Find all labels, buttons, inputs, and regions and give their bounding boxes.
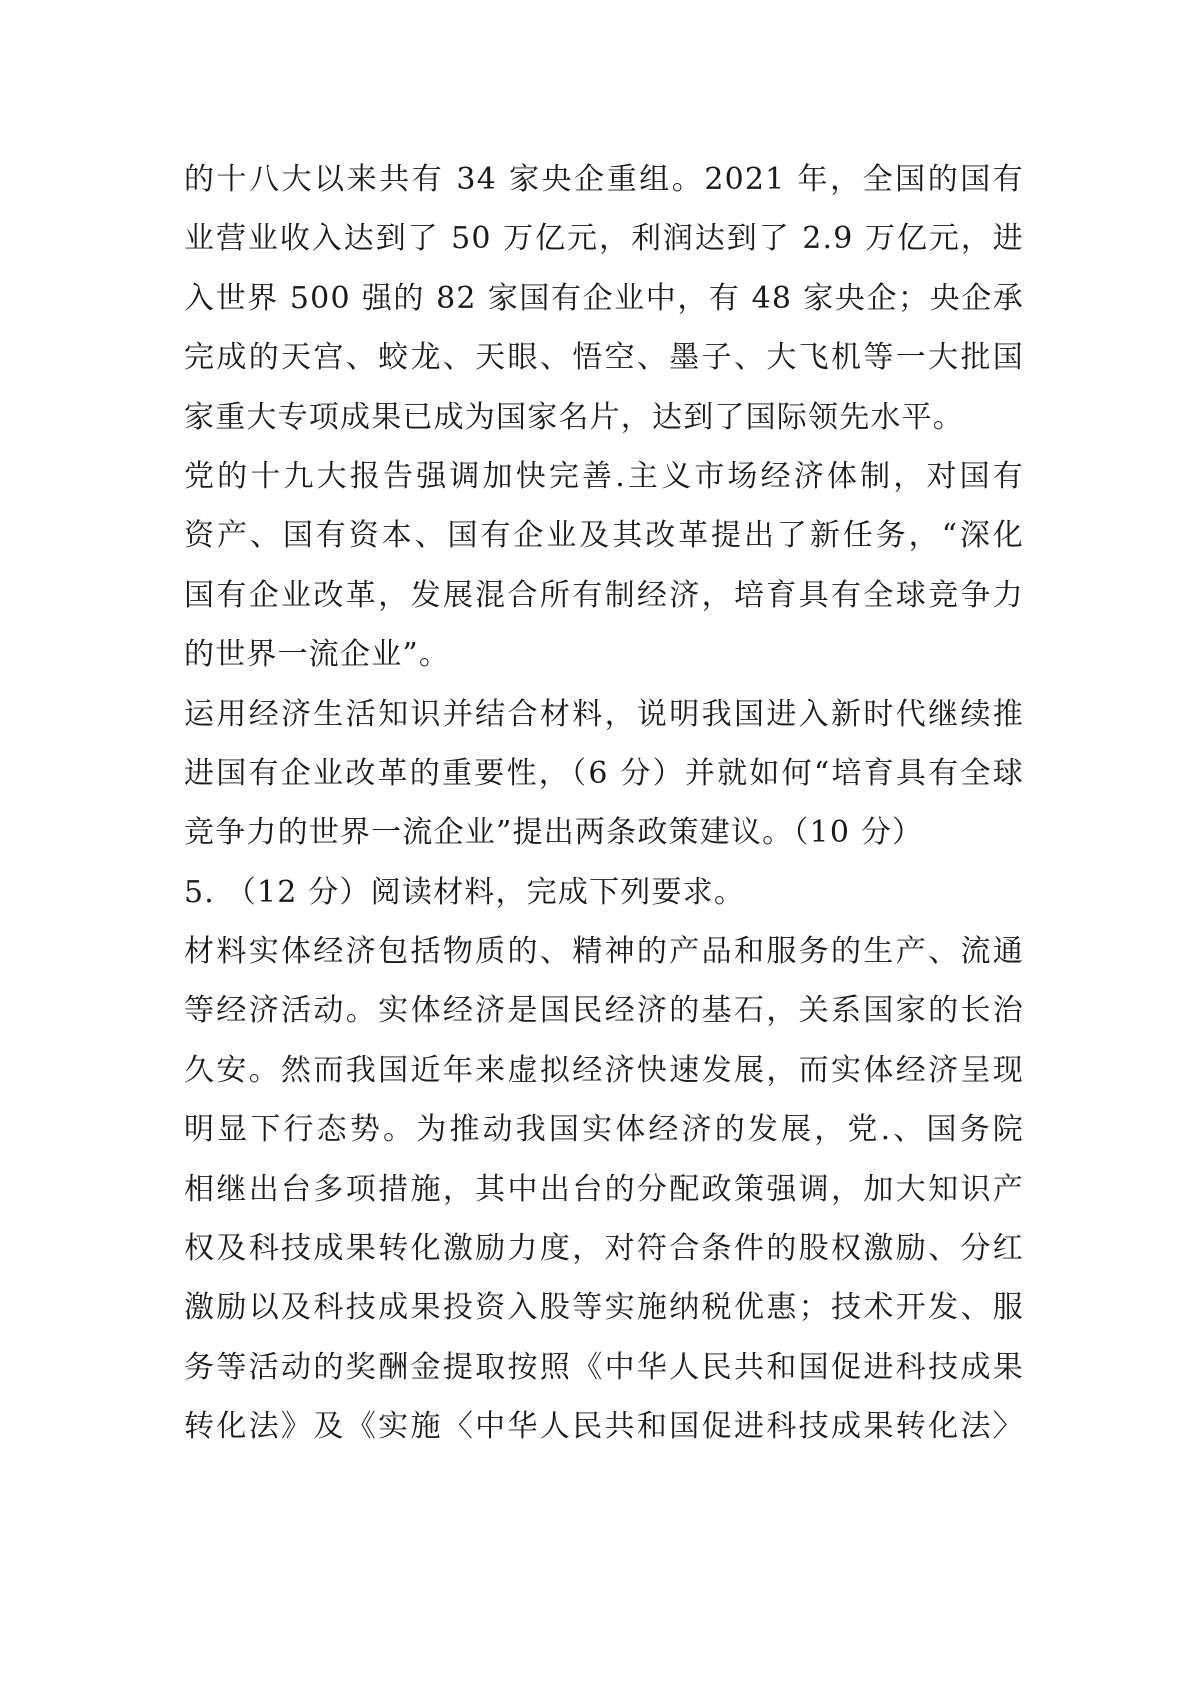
text-line: 材料实体经济包括物质的、精神的产品和服务的生产、流通 [184,934,1024,970]
text-line: 业营业收入达到了 50 万亿元，利润达到了 2.9 万亿元，进 [184,221,1024,257]
text-line: 等经济活动。实体经济是国民经济的基石，关系国家的长治 [184,993,1024,1029]
text-line: 的世界一流企业”。 [184,637,451,673]
text-line: 的十八大以来共有 34 家央企重组。2021 年，全国的国有 [184,162,1024,197]
question-text-line: 运用经济生活知识并结合材料，说明我国进入新时代继续推 [184,696,1024,732]
text-line: 权及科技成果转化激励力度，对符合条件的股权激励、分红 [184,1231,1024,1267]
text-line: 家重大专项成果已成为国家名片，达到了国际领先水平。 [184,399,964,435]
text-line: 资产、国有资本、国有企业及其改革提出了新任务，“深化 [184,518,1024,554]
text-line: 党的十九大报告强调加快完善.主义市场经济体制，对国有 [184,458,1024,494]
question-text-line: 进国有企业改革的重要性，（6 分）并就如何“培育具有全球 [184,755,1024,791]
text-line: 相继出台多项措施，其中出台的分配政策强调，加大知识产 [184,1171,1024,1207]
question-text-line: 竞争力的世界一流企业”提出两条政策建议。（10 分） [184,815,924,851]
text-line: 国有企业改革，发展混合所有制经济，培育具有全球竞争力 [184,577,1024,613]
text-line: 入世界 500 强的 82 家国有企业中，有 48 家央企；央企承 [184,280,1024,316]
text-line: 明显下行态势。为推动我国实体经济的发展，党.、国务院 [184,1112,1024,1148]
question-heading: 5. （12 分）阅读材料，完成下列要求。 [184,874,746,910]
text-line: 激励以及科技成果投资入股等实施纳税优惠；技术开发、服 [184,1290,1024,1326]
text-line: 务等活动的奖酬金提取按照《中华人民共和国促进科技成果 [184,1349,1024,1385]
text-line: 久安。然而我国近年来虚拟经济快速发展，而实体经济呈现 [184,1052,1024,1088]
text-line: 完成的天宫、蛟龙、天眼、悟空、墨子、大飞机等一大批国 [184,340,1024,376]
text-line: 转化法》及《实施〈中华人民共和国促进科技成果转化法〉 [184,1409,1024,1445]
document-body [184,150,1024,1457]
